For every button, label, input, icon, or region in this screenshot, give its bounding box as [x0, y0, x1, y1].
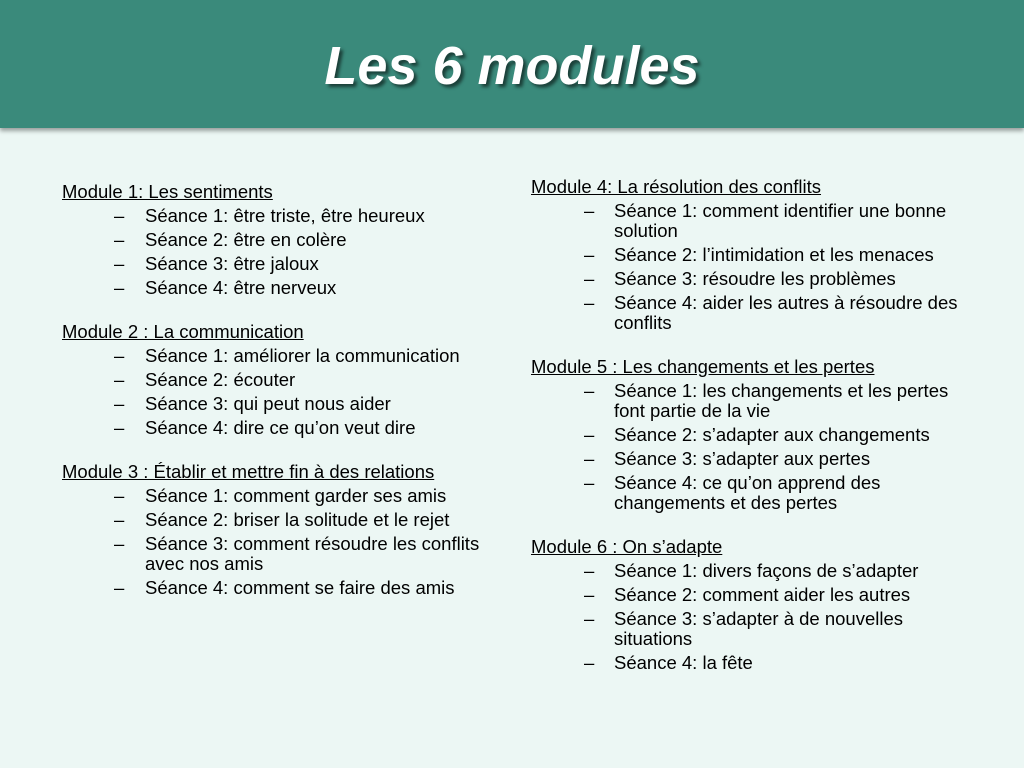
session-item: – Séance 3: s’adapter à de nouvelles situations: [531, 609, 971, 649]
session-item: – Séance 2: briser la solitude et le rejet: [62, 510, 502, 530]
session-item: – Séance 3: résoudre les problèmes: [531, 269, 971, 289]
session-item: – Séance 1: être triste, être heureux: [62, 206, 502, 226]
session-item: – Séance 2: être en colère: [62, 230, 502, 250]
session-item: – Séance 2: s’adapter aux changements: [531, 425, 971, 445]
session-item: – Séance 2: écouter: [62, 370, 502, 390]
right-column: [531, 177, 971, 697]
session-list: [62, 346, 502, 438]
session-item: – Séance 2: l’intimidation et les menaces: [531, 245, 971, 265]
session-list: [531, 561, 971, 673]
module-4: [531, 177, 971, 333]
session-item: – Séance 2: comment aider les autres: [531, 585, 971, 605]
module-title: Module 6 : On s’adapte: [531, 536, 723, 557]
title-bar: [0, 0, 1024, 128]
session-item: – Séance 4: ce qu’on apprend des changements et des pertes: [531, 473, 971, 513]
slide-title: Les 6 modules: [324, 36, 700, 96]
module-3: [62, 462, 502, 598]
module-6: [531, 537, 971, 673]
module-1: [62, 182, 502, 298]
session-item: – Séance 3: être jaloux: [62, 254, 502, 274]
module-title: Module 1: Les sentiments: [62, 181, 273, 202]
module-title: Module 5 : Les changements et les pertes: [531, 356, 875, 377]
session-item: – Séance 4: aider les autres à résoudre des conflits: [531, 293, 971, 333]
module-title: Module 3 : Établir et mettre fin à des relations: [62, 461, 435, 482]
session-item: – Séance 4: être nerveux: [62, 278, 502, 298]
session-item: – Séance 3: s’adapter aux pertes: [531, 449, 971, 469]
session-list: [531, 381, 971, 513]
session-item: – Séance 1: les changements et les pertes font partie de la vie: [531, 381, 971, 421]
session-list: [62, 486, 502, 598]
module-5: [531, 357, 971, 513]
session-list: [531, 201, 971, 333]
session-item: – Séance 1: comment identifier une bonne solution: [531, 201, 971, 241]
session-list: [62, 206, 502, 298]
session-item: – Séance 4: dire ce qu’on veut dire: [62, 418, 502, 438]
session-item: – Séance 1: divers façons de s’adapter: [531, 561, 971, 581]
module-title: Module 4: La résolution des conflits: [531, 176, 822, 197]
session-item: – Séance 3: comment résoudre les conflits avec nos amis: [62, 534, 502, 574]
module-title: Module 2 : La communication: [62, 321, 304, 342]
session-item: – Séance 3: qui peut nous aider: [62, 394, 502, 414]
session-item: – Séance 4: la fête: [531, 653, 971, 673]
session-item: – Séance 4: comment se faire des amis: [62, 578, 502, 598]
module-2: [62, 322, 502, 438]
left-column: [62, 182, 502, 622]
session-item: – Séance 1: comment garder ses amis: [62, 486, 502, 506]
session-item: – Séance 1: améliorer la communication: [62, 346, 502, 366]
